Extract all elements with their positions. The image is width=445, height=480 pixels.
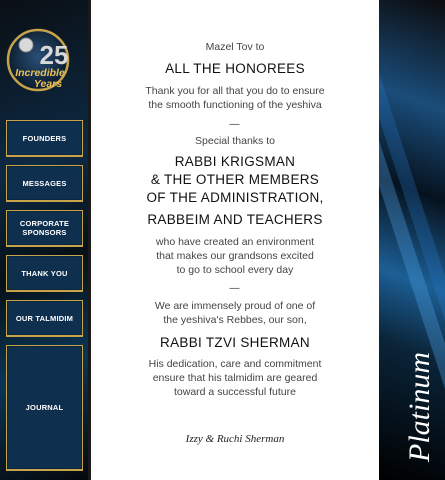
environment-line-3: to go to school every day	[176, 264, 294, 276]
name-line-4: RABBEIM AND TEACHERS	[147, 212, 323, 227]
nav-thank-you-button[interactable]	[6, 255, 83, 292]
platinum-label: Platinum	[403, 352, 436, 462]
divider-2: —	[229, 283, 241, 294]
proud-line-2: the yeshiva's Rebbes, our son,	[163, 314, 307, 326]
nav-our-talmidim-label: OUR TALMIDIM	[15, 313, 74, 323]
environment-line-2: that makes our grandsons excited	[156, 250, 314, 262]
special-thanks-text: Special thanks to	[195, 135, 275, 147]
nav-journal-label: JOURNAL	[25, 403, 64, 412]
son-name-heading: RABBI TZVI SHERMAN	[160, 335, 310, 350]
name-line-3: OF THE ADMINISTRATION,	[146, 190, 324, 205]
honorees-heading: ALL THE HONOREES	[165, 61, 305, 76]
ad-content	[91, 0, 379, 480]
platinum-badge	[389, 330, 445, 470]
nav-founders-button[interactable]	[6, 120, 83, 157]
thanks-line-1: Thank you for all that you do to ensure	[145, 85, 325, 97]
dedication-line-2: ensure that his talmidim are geared	[152, 372, 318, 384]
nav-corporate-sponsors-button[interactable]	[6, 210, 83, 247]
logo-line1: Incredible	[15, 67, 65, 79]
anniversary-logo	[4, 24, 84, 96]
nav-thank-you-label: THANK YOU	[21, 268, 68, 278]
nav-corporate-sponsors-label: CORPORATE SPONSORS	[19, 219, 70, 237]
nav-messages-button[interactable]	[6, 165, 83, 202]
divider-1: —	[229, 119, 241, 130]
name-line-1: RABBI KRIGSMAN	[174, 154, 296, 169]
intro-text: Mazel Tov to	[205, 41, 265, 53]
thanks-line-2: the smooth functioning of the yeshiva	[148, 99, 322, 111]
name-line-2: & THE OTHER MEMBERS	[150, 172, 320, 187]
nav-founders-label: FOUNDERS	[22, 133, 67, 143]
dedication-line-1: His dedication, care and commitment	[148, 358, 322, 370]
proud-line-1: We are immensely proud of one of	[154, 300, 316, 312]
nav-journal-button[interactable]	[6, 345, 83, 471]
nav-our-talmidim-button[interactable]	[6, 300, 83, 337]
platinum-panel	[379, 0, 445, 480]
logo-line2: Years	[33, 78, 63, 90]
logo-number: 25	[39, 40, 69, 70]
environment-line-1: who have created an environment	[155, 236, 315, 248]
signature: Izzy & Ruchi Sherman	[185, 433, 285, 445]
nav-messages-label: MESSAGES	[22, 178, 67, 188]
sidebar	[0, 0, 91, 480]
dedication-line-3: toward a successful future	[174, 386, 296, 398]
